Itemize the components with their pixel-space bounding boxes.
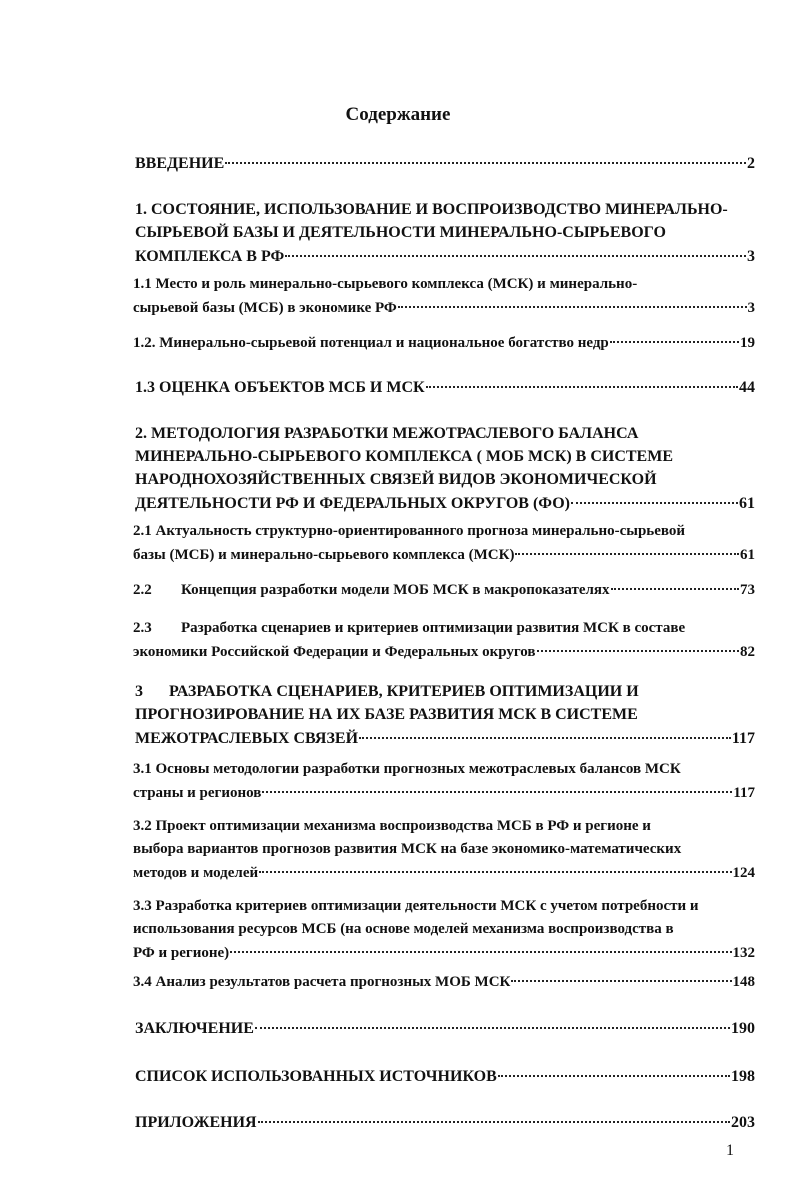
- toc-entry-page: 82: [740, 644, 755, 661]
- toc-entry-section-1-3[interactable]: [135, 375, 755, 399]
- dot-leader: [230, 937, 731, 953]
- dot-leader: [611, 574, 739, 590]
- toc-entry-line: 1.1 Место и роль минерально-сырьевого комплекса (МСК) и минерально-: [133, 276, 638, 292]
- toc-entry-chapter-2[interactable]: [135, 422, 755, 515]
- toc-entry-page: 61: [740, 547, 755, 564]
- toc-entry-title: 3.4 Анализ результатов расчета прогнозных МОБ МСК: [133, 974, 511, 991]
- toc-entry-title: МЕЖОТРАСЛЕВЫХ СВЯЗЕЙ: [135, 730, 359, 748]
- toc-entry-line: 2.3 Разработка сценариев и критериев оптимизации развития МСК в составе: [133, 620, 686, 636]
- toc-entry-title: ПРИЛОЖЕНИЯ: [135, 1114, 257, 1132]
- toc-entry-appendices[interactable]: [135, 1110, 755, 1134]
- toc-entry-title: ДЕЯТЕЛЬНОСТИ РФ И ФЕДЕРАЛЬНЫХ ОКРУГОВ (ФО): [135, 495, 570, 513]
- dot-leader: [225, 147, 746, 164]
- toc-entry-section-1-1[interactable]: [133, 273, 755, 320]
- dot-leader: [537, 636, 739, 652]
- toc-entry-page: 148: [732, 974, 755, 991]
- toc-entry-page: 2: [747, 155, 755, 173]
- toc-entry-section-3-2[interactable]: [133, 815, 755, 885]
- dot-leader: [258, 1106, 730, 1123]
- page-title: Содержание: [345, 104, 451, 125]
- toc-entry-conclusion[interactable]: [135, 1016, 755, 1040]
- toc-entry-section-1-2[interactable]: [133, 331, 755, 355]
- toc-entry-chapter-1[interactable]: [135, 198, 755, 268]
- toc-entry-line: 3.3 Разработка критериев оптимизации деятельности МСК с учетом потребности и: [133, 898, 699, 914]
- dot-leader: [426, 371, 738, 388]
- toc-entry-line: 2. МЕТОДОЛОГИЯ РАЗРАБОТКИ МЕЖОТРАСЛЕВОГО БАЛАНСА: [135, 425, 639, 442]
- toc-entry-page: 132: [732, 945, 755, 962]
- toc-entry-page: 124: [732, 865, 755, 882]
- toc-entry-title: экономики Российской Федерации и Федеральных округов: [133, 644, 536, 661]
- toc-entry-line: НАРОДНОХОЗЯЙСТВЕННЫХ СВЯЗЕЙ ВИДОВ ЭКОНОМИЧЕСКОЙ: [135, 471, 657, 488]
- toc-entry-page: 19: [740, 335, 755, 352]
- toc-entry-line: МИНЕРАЛЬНО-СЫРЬЕВОГО КОМПЛЕКСА ( МОБ МСК) В СИСТЕМЕ: [135, 448, 673, 465]
- toc-entry-line: выбора вариантов прогнозов развития МСК на базе экономико-математических: [133, 841, 682, 857]
- dot-leader: [511, 966, 731, 982]
- dot-leader: [359, 722, 731, 739]
- dot-leader: [398, 292, 747, 308]
- toc-entry-number: 2.2: [133, 582, 152, 599]
- toc-entry-page: 44: [739, 379, 755, 397]
- toc-entry-section-3-4[interactable]: [133, 970, 755, 994]
- toc-entry-line: 3 РАЗРАБОТКА СЦЕНАРИЕВ, КРИТЕРИЕВ ОПТИМИЗАЦИИ И: [135, 683, 639, 700]
- toc-entry-page: 73: [740, 582, 755, 599]
- toc-entry-line: 3.2 Проект оптимизации механизма воспроизводства МСБ в РФ и регионе и: [133, 818, 651, 834]
- dot-leader: [515, 539, 739, 555]
- toc-entry-section-3-3[interactable]: [133, 895, 755, 965]
- dot-leader: [262, 777, 732, 793]
- dot-leader: [610, 327, 739, 343]
- dot-leader: [255, 1012, 730, 1029]
- toc-entry-section-2-1[interactable]: [133, 520, 755, 567]
- toc-entry-title: РФ и регионе): [133, 945, 230, 962]
- toc-entry-page: 190: [731, 1020, 755, 1038]
- toc-entry-line: 3.1 Основы методологии разработки прогнозных межотраслевых балансов МСК: [133, 761, 681, 777]
- toc-entry-line: СЫРЬЕВОЙ БАЗЫ И ДЕЯТЕЛЬНОСТИ МИНЕРАЛЬНО-СЫРЬЕВОГО: [135, 224, 666, 241]
- dot-leader: [259, 857, 731, 873]
- toc-entry-title: Концепция разработки модели МОБ МСК в макропоказателях: [181, 582, 610, 599]
- dot-leader: [285, 240, 746, 257]
- toc-entry-section-3-1[interactable]: [133, 758, 755, 805]
- toc-entry-page: 117: [733, 785, 755, 802]
- toc-entry-title: страны и регионов: [133, 785, 262, 802]
- dot-leader: [498, 1060, 730, 1077]
- toc-entry-title: ЗАКЛЮЧЕНИЕ: [135, 1020, 254, 1038]
- toc-entry-title: 1.2. Минерально-сырьевой потенциал и национальное богатство недр: [133, 335, 609, 352]
- toc-entry-introduction[interactable]: [135, 151, 755, 175]
- toc-entry-page: 61: [739, 495, 755, 513]
- toc-entry-title: 1.3 ОЦЕНКА ОБЪЕКТОВ МСБ И МСК: [135, 379, 425, 397]
- toc-entry-page: 117: [731, 730, 755, 748]
- toc-entry-page: 3: [747, 248, 755, 266]
- toc-entry-title: базы (МСБ) и минерально-сырьевого комплекса (МСК): [133, 547, 515, 564]
- toc-entry-line: 2.1 Актуальность структурно-ориентированного прогноза минерально-сырьевой: [133, 523, 686, 539]
- toc-entry-title: методов и моделей: [133, 865, 259, 882]
- toc-entry-title: ВВЕДЕНИЕ: [135, 155, 225, 173]
- page-number: 1: [726, 1142, 734, 1159]
- toc-entry-title: КОМПЛЕКСА В РФ: [135, 248, 285, 266]
- toc-entry-section-2-2[interactable]: [133, 578, 755, 602]
- toc-entry-chapter-3[interactable]: [135, 680, 755, 750]
- toc-entry-references[interactable]: [135, 1064, 755, 1088]
- toc-entry-line: ПРОГНОЗИРОВАНИЕ НА ИХ БАЗЕ РАЗВИТИЯ МСК В СИСТЕМЕ: [135, 706, 638, 723]
- toc-entry-title: СПИСОК ИСПОЛЬЗОВАННЫХ ИСТОЧНИКОВ: [135, 1068, 497, 1086]
- toc-entry-title: сырьевой базы (МСБ) в экономике РФ: [133, 300, 397, 317]
- toc-entry-line: использования ресурсов МСБ (на основе моделей механизма воспроизводства в: [133, 921, 674, 937]
- toc-entry-page: 3: [747, 300, 755, 317]
- toc-entry-page: 203: [731, 1114, 755, 1132]
- dot-leader: [571, 487, 738, 504]
- toc-entry-page: 198: [731, 1068, 755, 1086]
- toc-entry-line: 1. СОСТОЯНИЕ, ИСПОЛЬЗОВАНИЕ И ВОСПРОИЗВОДСТВО МИНЕРАЛЬНО-: [135, 201, 728, 218]
- toc-entry-section-2-3[interactable]: [133, 617, 755, 664]
